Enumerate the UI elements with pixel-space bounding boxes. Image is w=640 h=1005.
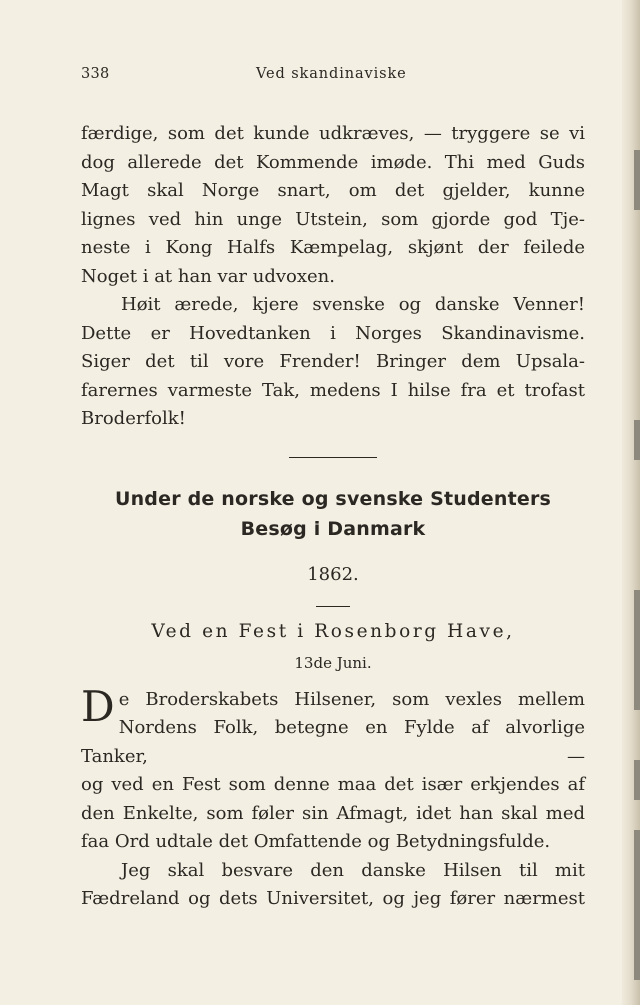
text-line: farernes varmeste Tak, medens I hilse fra et trofast [81,379,585,401]
edge-shadow [634,760,640,800]
page-number: 338 [81,66,110,82]
text-line: lignes ved hin unge Utstein, som gjorde god Tje- [81,208,585,230]
paragraph-4 [81,857,585,914]
text-line: neste i Kong Halfs Kæmpelag, skjønt der feilede [81,237,585,258]
short-divider [316,606,350,607]
date-line: 13de Juni. [294,653,372,672]
section-year: 1862. [307,563,359,585]
text-line: Magt skal Norge snart, om det gjelder, kunne [81,180,585,201]
running-title: Ved skandinaviske [256,66,407,82]
text-line: Broderfolk! [81,408,186,429]
paragraph-1 [81,120,585,291]
edge-shadow [634,590,640,710]
text-line: Høit ærede, kjere svenske og danske Venner! [121,294,585,315]
subtitle: Ved en Fest i Rosenborg Have, [151,620,515,642]
text-line: og ved en Fest som denne maa det især erkjendes af [81,774,585,795]
first-line-text: e Broderskabets Hilsener, som vexles mellem [118,688,585,710]
text-line: den Enkelte, som føler sin Afmagt, idet han skal med [81,802,585,824]
text-line: Fædreland og dets Universitet, og jeg fører nærmest [81,888,585,909]
text-line: Jeg skal besvare den danske Hilsen til mit [121,859,585,881]
text-line: Dette er Hovedtanken i Norges Skandinavisme. [81,322,585,344]
text-line [81,681,585,731]
text-line: faa Ord udtale det Omfattende og Betydningsfulde. [81,831,551,852]
text-line: færdige, som det kunde udkræves, — tryggere se vi [81,123,585,144]
page-edge [622,0,640,1005]
text-line: Siger det til vore Frender! Bringer dem Upsala- [81,351,585,372]
section-divider [289,457,377,458]
text-line: Noget i at han var udvoxen. [81,265,335,287]
section-title: Besøg i Danmark [240,517,426,540]
section-heading [81,484,585,544]
page-body [81,120,585,914]
edge-shadow [634,830,640,980]
edge-shadow [634,420,640,460]
paragraph-2 [81,291,585,434]
section-title: Under de norske og svenske Studenters [114,487,552,510]
edge-shadow [634,150,640,210]
paragraph-3 [81,681,585,857]
text-line: Nordens Folk, betegne en Fylde af alvorlige Tanker, — [81,717,585,767]
drop-cap: D [81,681,115,731]
text-line: dog allerede det Kommende imøde. Thi med Guds [81,151,585,173]
